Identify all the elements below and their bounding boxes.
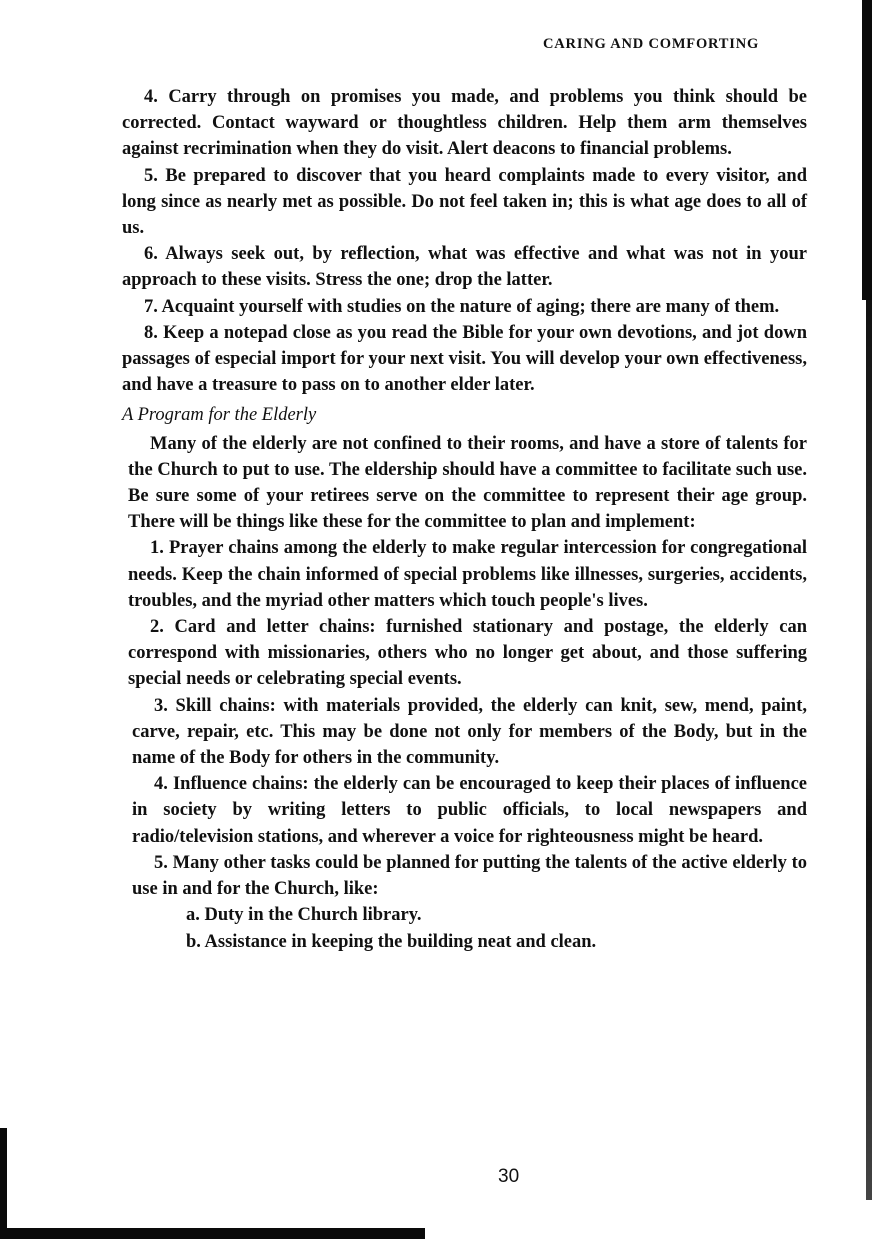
program-item-5: 5. Many other tasks could be planned for putting the talents of the active elderly to use in and for the Church, like: — [132, 852, 807, 900]
body-text — [122, 84, 807, 955]
sub-item-a: a. Duty in the Church library. — [186, 905, 422, 926]
sub-item-b: b. Assistance in keeping the building neat and clean. — [186, 931, 597, 952]
scan-edge-bottom — [0, 1228, 425, 1239]
program-item-1: 1. Prayer chains among the elderly to make regular intercession for congregational needs. Keep the chain informed of special problems like illnesses, surgeries, accidents, troubles, and the myriad other matters which touch people's lives. — [128, 538, 807, 611]
paragraph-item-8: 8. Keep a notepad close as you read the Bible for your own devotions, and jot down passages of especial import for your next visit. You will develop your own effectiveness, and have a treasure to pass on to another elder later. — [122, 322, 807, 396]
paragraph-item-4: 4. Carry through on promises you made, and problems you think should be corrected. Contact wayward or thoughtless children. Help them arm themselves against recrimination when they do visit. Alert deacons to financial problems. — [122, 87, 807, 160]
section-intro: Many of the elderly are not confined to their rooms, and have a store of talents for the Church to put to use. The eldership should have a committee to facilitate such use. Be sure some of your retirees serve on the committee to represent their age group. There will be things like these for the committee to plan and implement: — [128, 433, 807, 533]
section-heading: A Program for the Elderly — [122, 405, 317, 426]
program-item-4: 4. Influence chains: the elderly can be encouraged to keep their places of influence in society by writing letters to public officials, to local newspapers and radio/television stations, and wherever a voice for righteousness might be heard. — [132, 774, 807, 847]
section-body-continued — [122, 693, 807, 955]
paragraph-item-5: 5. Be prepared to discover that you heard complaints made to every visitor, and long since as nearly met as possible. Do not feel taken in; this is what age does to all of us. — [122, 165, 807, 239]
section-body — [122, 431, 807, 693]
running-head: CARING AND COMFORTING — [543, 36, 760, 52]
paragraph-item-6: 6. Always seek out, by reflection, what was effective and what was not in your approach to these visits. Stress the one; drop the latter. — [122, 244, 807, 291]
scan-edge-right — [862, 0, 872, 300]
scan-edge-left — [0, 1128, 7, 1239]
program-item-2: 2. Card and letter chains: furnished stationary and postage, the elderly can correspond with missionaries, others who no longer get about, and those suffering special needs or celebrating special events. — [128, 617, 807, 690]
paragraph-item-7: 7. Acquaint yourself with studies on the nature of aging; there are many of them. — [144, 296, 780, 317]
scan-edge-right-lower — [866, 300, 872, 1200]
page-number: 30 — [498, 1166, 520, 1187]
program-item-3: 3. Skill chains: with materials provided, the elderly can knit, sew, mend, paint, carve, repair, etc. This may be done not only for members of the Body, but in the name of the Body for others in the community. — [132, 695, 807, 769]
